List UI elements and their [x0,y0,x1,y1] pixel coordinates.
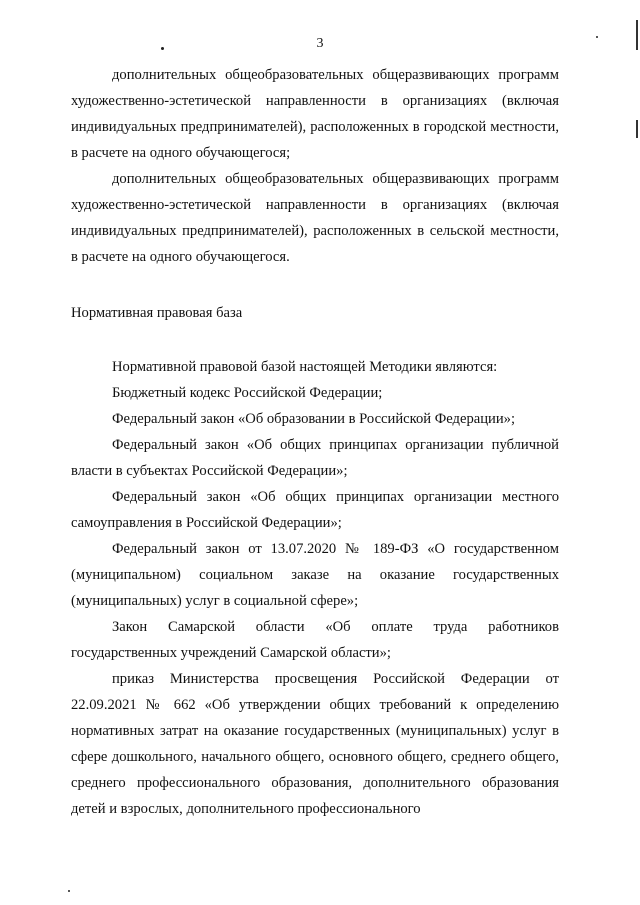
paragraph-rural: дополнительных общеобразовательных общеразвивающих программ художественно-эстетической направленности в организациях (включая индивидуальных предпринимателей), расположенных в сельской местности, в расчете на одного обучающегося. [71,171,559,265]
legal-basis-item: Федеральный закон «Об образовании в Российской Федерации»; [112,411,515,427]
scan-speck [161,47,164,50]
scan-edge-mark [636,120,638,138]
scan-speck [68,890,70,892]
legal-basis-item: Бюджетный кодекс Российской Федерации; [112,385,383,401]
legal-basis-item: приказ Министерства просвещения Российской Федерации от 22.09.2021 № 662 «Об утверждении общих требований к определению нормативных затрат на оказание государственных (муниципальных) услуг в сфере дошкольного, начального общего, основного общего, среднего общего, среднего профессионального образования, дополнительного образования детей и взрослых, дополнительного профессионального [71,671,559,817]
legal-basis-item: Закон Самарской области «Об оплате труда работников государственных учреждений Самарской области»; [71,619,559,661]
document-body [71,62,559,822]
page-number: 3 [316,36,324,51]
section-heading: Нормативная правовая база [71,305,243,321]
legal-basis-intro: Нормативной правовой базой настоящей Методики являются: [112,359,498,375]
legal-basis-item: Федеральный закон от 13.07.2020 № 189-ФЗ «О государственном (муниципальном) социальном заказе на оказание государственных (муниципальных) услуг в социальной сфере»; [71,541,559,609]
paragraph-urban: дополнительных общеобразовательных общеразвивающих программ художественно-эстетической направленности в организациях (включая индивидуальных предпринимателей), расположенных в городской местности, в расчете на одного обучающегося; [71,67,559,161]
legal-basis-item: Федеральный закон «Об общих принципах организации публичной власти в субъектах Российской Федерации»; [71,437,559,479]
scan-speck [596,36,598,38]
legal-basis-item: Федеральный закон «Об общих принципах организации местного самоуправления в Российской Федерации»; [71,489,559,531]
scan-edge-mark [636,20,638,50]
